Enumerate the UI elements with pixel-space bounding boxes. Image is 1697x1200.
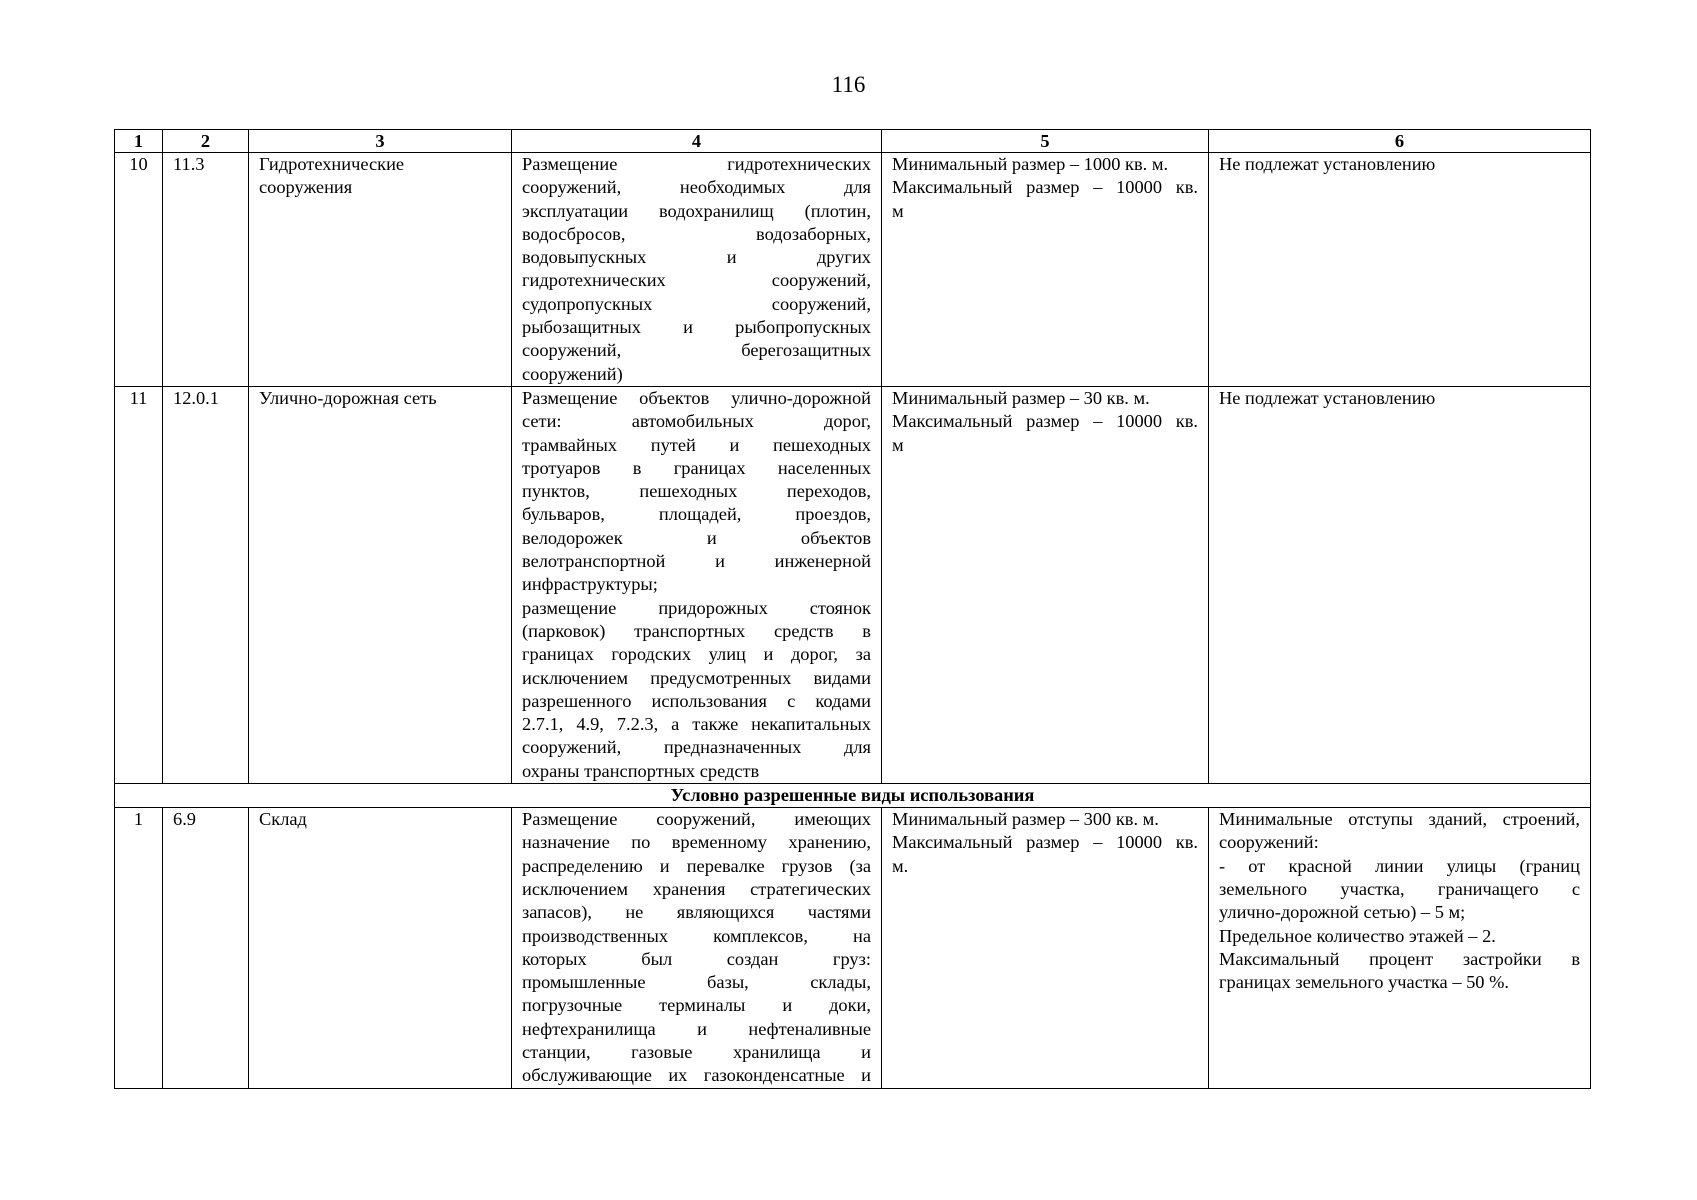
section-row: [115, 784, 1591, 808]
text-line: м: [892, 200, 904, 221]
text-line: границах городских улиц и дорог, за: [522, 644, 871, 665]
text-line: Минимальный размер – 300 кв. м.: [892, 809, 1159, 830]
building-params: [1209, 808, 1591, 1089]
text-line: сети: автомобильных дорог,: [522, 411, 871, 432]
text-line: (парковок) транспортных средств в: [522, 620, 871, 641]
use-description: [512, 808, 882, 1089]
text-line: Улично-дорожная сеть: [259, 388, 437, 408]
use-description: [512, 387, 882, 784]
text-line: разрешенного использования с кодами: [522, 690, 871, 711]
header-row: [115, 130, 1591, 153]
page-number: 116: [831, 72, 866, 97]
table-row: [115, 153, 1591, 387]
building-params: [1209, 153, 1591, 387]
plot-size: [882, 808, 1209, 1089]
building-params: [1209, 387, 1591, 784]
text-line: сооружений): [522, 363, 623, 384]
header-cell: 3: [249, 130, 512, 153]
text-line: водовыпускных и других: [522, 247, 871, 268]
text-line: инфраструктуры;: [522, 574, 658, 595]
text-line: Минимальные отступы зданий, строений,: [1219, 809, 1580, 830]
plot-size: [882, 387, 1209, 784]
text-line: сооружений:: [1219, 832, 1319, 853]
row-number: 1: [115, 808, 163, 1089]
text-line: назначение по временному хранению,: [522, 832, 871, 853]
plot-size: [882, 153, 1209, 387]
text-line: запасов), не являющихся частями: [522, 902, 871, 923]
header-cell: 4: [512, 130, 882, 153]
use-name: [249, 808, 512, 1089]
text-line: распределению и перевалке грузов (за: [522, 855, 871, 876]
text-line: - от красной линии улицы (границ: [1219, 855, 1580, 876]
text-line: Минимальный размер – 1000 кв. м.: [892, 154, 1169, 174]
section-title: Условно разрешенные виды использования: [115, 784, 1591, 808]
header-cell: 2: [163, 130, 249, 153]
text-line: судопропускных сооружений,: [522, 293, 871, 314]
text-line: сооружений, предназначенных для: [522, 737, 871, 758]
text-line: 2.7.1, 4.9, 7.2.3, а также некапитальных: [522, 714, 871, 735]
text-line: Не подлежат установлению: [1219, 154, 1436, 174]
land-use-table: [114, 129, 1591, 1089]
text-line: м.: [892, 855, 909, 876]
text-line: Не подлежат установлению: [1219, 388, 1436, 408]
text-line: Размещение объектов улично-дорожной: [522, 388, 871, 408]
text-line: Максимальный размер – 10000 кв.: [892, 411, 1198, 432]
text-line: эксплуатации водохранилищ (плотин,: [522, 200, 871, 221]
text-line: Максимальный размер – 10000 кв.: [892, 177, 1198, 198]
text-line: улично-дорожной сетью) – 5 м;: [1219, 902, 1466, 923]
use-description: [512, 153, 882, 387]
text-line: Гидротехнические: [259, 154, 405, 174]
text-line: водосбросов, водозаборных,: [522, 223, 871, 244]
text-line: пунктов, пешеходных переходов,: [522, 481, 871, 502]
text-line: бульваров, площадей, проездов,: [522, 504, 871, 525]
text-line: промышленные базы, склады,: [522, 972, 871, 993]
table-row: [115, 387, 1591, 784]
text-line: Склад: [259, 809, 307, 830]
text-line: исключением хранения стратегических: [522, 878, 871, 899]
text-line: Минимальный размер – 30 кв. м.: [892, 388, 1150, 408]
row-number: 10: [115, 153, 163, 387]
text-line: сооружений, берегозащитных: [522, 340, 871, 361]
text-line: гидротехнических сооружений,: [522, 270, 871, 291]
text-line: исключением предусмотренных видами: [522, 667, 871, 688]
text-line: производственных комплексов, на: [522, 925, 871, 946]
text-line: погрузочные терминалы и доки,: [522, 995, 871, 1016]
text-line: велотранспортной и инженерной: [522, 551, 871, 572]
use-code: 12.0.1: [163, 387, 249, 784]
text-line: трамвайных путей и пешеходных: [522, 434, 871, 455]
text-line: тротуаров в границах населенных: [522, 457, 871, 478]
text-line: рыбозащитных и рыбопропускных: [522, 317, 871, 338]
text-line: сооружений, необходимых для: [522, 177, 871, 198]
table-row: [115, 808, 1591, 1089]
use-code: 6.9: [163, 808, 249, 1089]
text-line: Максимальный процент застройки в: [1219, 948, 1580, 969]
use-name: [249, 153, 512, 387]
text-line: Размещение сооружений, имеющих: [522, 809, 871, 830]
text-line: размещение придорожных стоянок: [522, 597, 871, 618]
text-line: Предельное количество этажей – 2.: [1219, 925, 1496, 946]
text-line: Максимальный размер – 10000 кв.: [892, 832, 1198, 853]
text-line: сооружения: [259, 177, 353, 198]
header-cell: 6: [1209, 130, 1591, 153]
text-line: станции, газовые хранилища и: [522, 1042, 871, 1063]
text-line: Размещение гидротехнических: [522, 154, 871, 174]
text-line: м: [892, 434, 904, 455]
text-line: велодорожек и объектов: [522, 527, 871, 548]
use-code: 11.3: [163, 153, 249, 387]
text-line: обслуживающие их газоконденсатные и: [522, 1065, 871, 1086]
row-number: 11: [115, 387, 163, 784]
text-line: охраны транспортных средств: [522, 760, 760, 781]
header-cell: 1: [115, 130, 163, 153]
text-line: границах земельного участка – 50 %.: [1219, 972, 1510, 993]
text-line: которых был создан груз:: [522, 948, 871, 969]
use-name: [249, 387, 512, 784]
text-line: нефтехранилища и нефтеналивные: [522, 1018, 871, 1039]
text-line: земельного участка, граничащего с: [1219, 878, 1580, 899]
header-cell: 5: [882, 130, 1209, 153]
